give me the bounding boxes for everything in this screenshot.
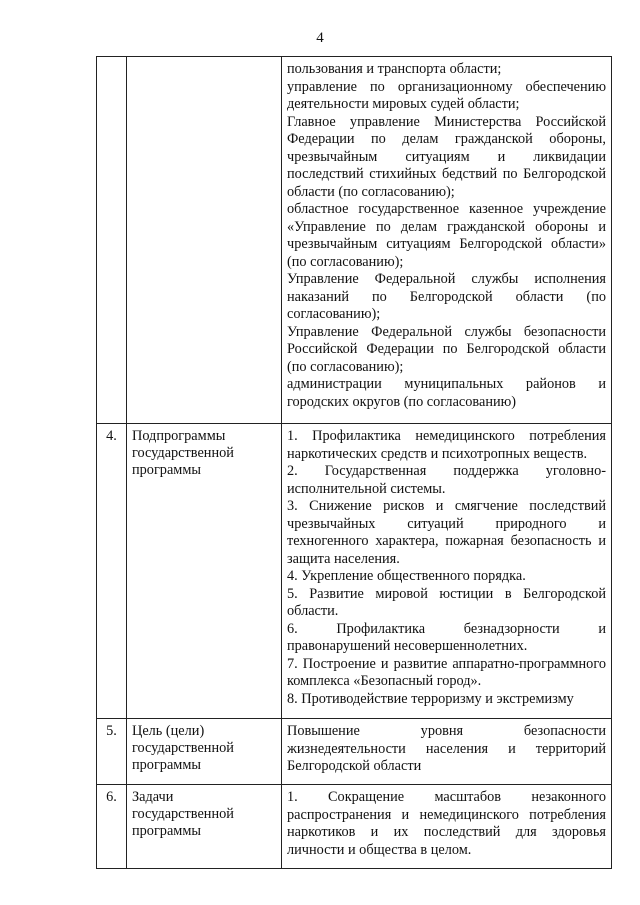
page-number: 4 <box>316 30 324 46</box>
content-paragraph: 5. Развитие мировой юстиции в Белгородской области. <box>287 585 606 619</box>
content-paragraph: Управление Федеральной службы исполнения наказаний по Белгородской области (по согласованию); <box>287 271 606 322</box>
row-name: Цель (цели) государственной программы <box>127 719 282 785</box>
row-name <box>127 57 282 424</box>
content-paragraph: 1. Профилактика немедицинского потребления наркотических средств и психотропных веществ. <box>287 428 606 462</box>
content-paragraph: пользования и транспорта области; <box>287 61 502 77</box>
content-paragraph: администрации муниципальных районов и городских округов (по согласованию) <box>287 376 606 410</box>
content-paragraph: 6. Профилактика безнадзорности и правонарушений несовершеннолетних. <box>287 620 606 654</box>
table-row <box>97 57 612 424</box>
content-paragraph: Повышение уровня безопасности жизнедеятельности населения и территорий Белгородской области <box>287 723 606 774</box>
content-paragraph: 2. Государственная поддержка уголовно-исполнительной системы. <box>287 463 606 497</box>
row-number: 5. <box>97 719 127 785</box>
content-paragraph: 7. Построение и развитие аппаратно-программного комплекса «Безопасный город». <box>287 655 606 689</box>
table-row <box>97 719 612 785</box>
table-row <box>97 424 612 719</box>
row-content <box>282 57 612 424</box>
row-name: Задачи государственной программы <box>127 785 282 869</box>
row-number: 4. <box>97 424 127 719</box>
content-paragraph: Главное управление Министерства Российской Федерации по делам гражданской обороны, чрезвычайным ситуациям и ликвидации последствий стихийных бедствий по Белгородской области (по согласованию); <box>287 113 606 200</box>
content-paragraph: областное государственное казенное учреждение «Управление по делам гражданской обороны и чрезвычайным ситуациям Белгородской области» (по согласованию); <box>287 201 606 270</box>
row-name: Подпрограммы государственной программы <box>127 424 282 719</box>
row-content <box>282 424 612 719</box>
row-number: 6. <box>97 785 127 869</box>
content-paragraph: 4. Укрепление общественного порядка. <box>287 568 526 584</box>
row-content <box>282 719 612 785</box>
content-paragraph: 8. Противодействие терроризму и экстремизму <box>287 690 574 707</box>
table-row <box>97 785 612 869</box>
program-passport-table <box>96 56 612 869</box>
content-paragraph: управление по организационному обеспечению деятельности мировых судей области; <box>287 78 606 112</box>
content-paragraph: 1. Сокращение масштабов незаконного распространения и немедицинского потребления наркотиков и их последствий для здоровья личности и общества в целом. <box>287 789 606 858</box>
content-paragraph: Управление Федеральной службы безопасности Российской Федерации по Белгородской области (по согласованию); <box>287 323 606 375</box>
content-paragraph: 3. Снижение рисков и смягчение последствий чрезвычайных ситуаций природного и техногенного характера, пожарная безопасность и защита населения. <box>287 498 606 567</box>
row-content <box>282 785 612 869</box>
row-number <box>97 57 127 424</box>
